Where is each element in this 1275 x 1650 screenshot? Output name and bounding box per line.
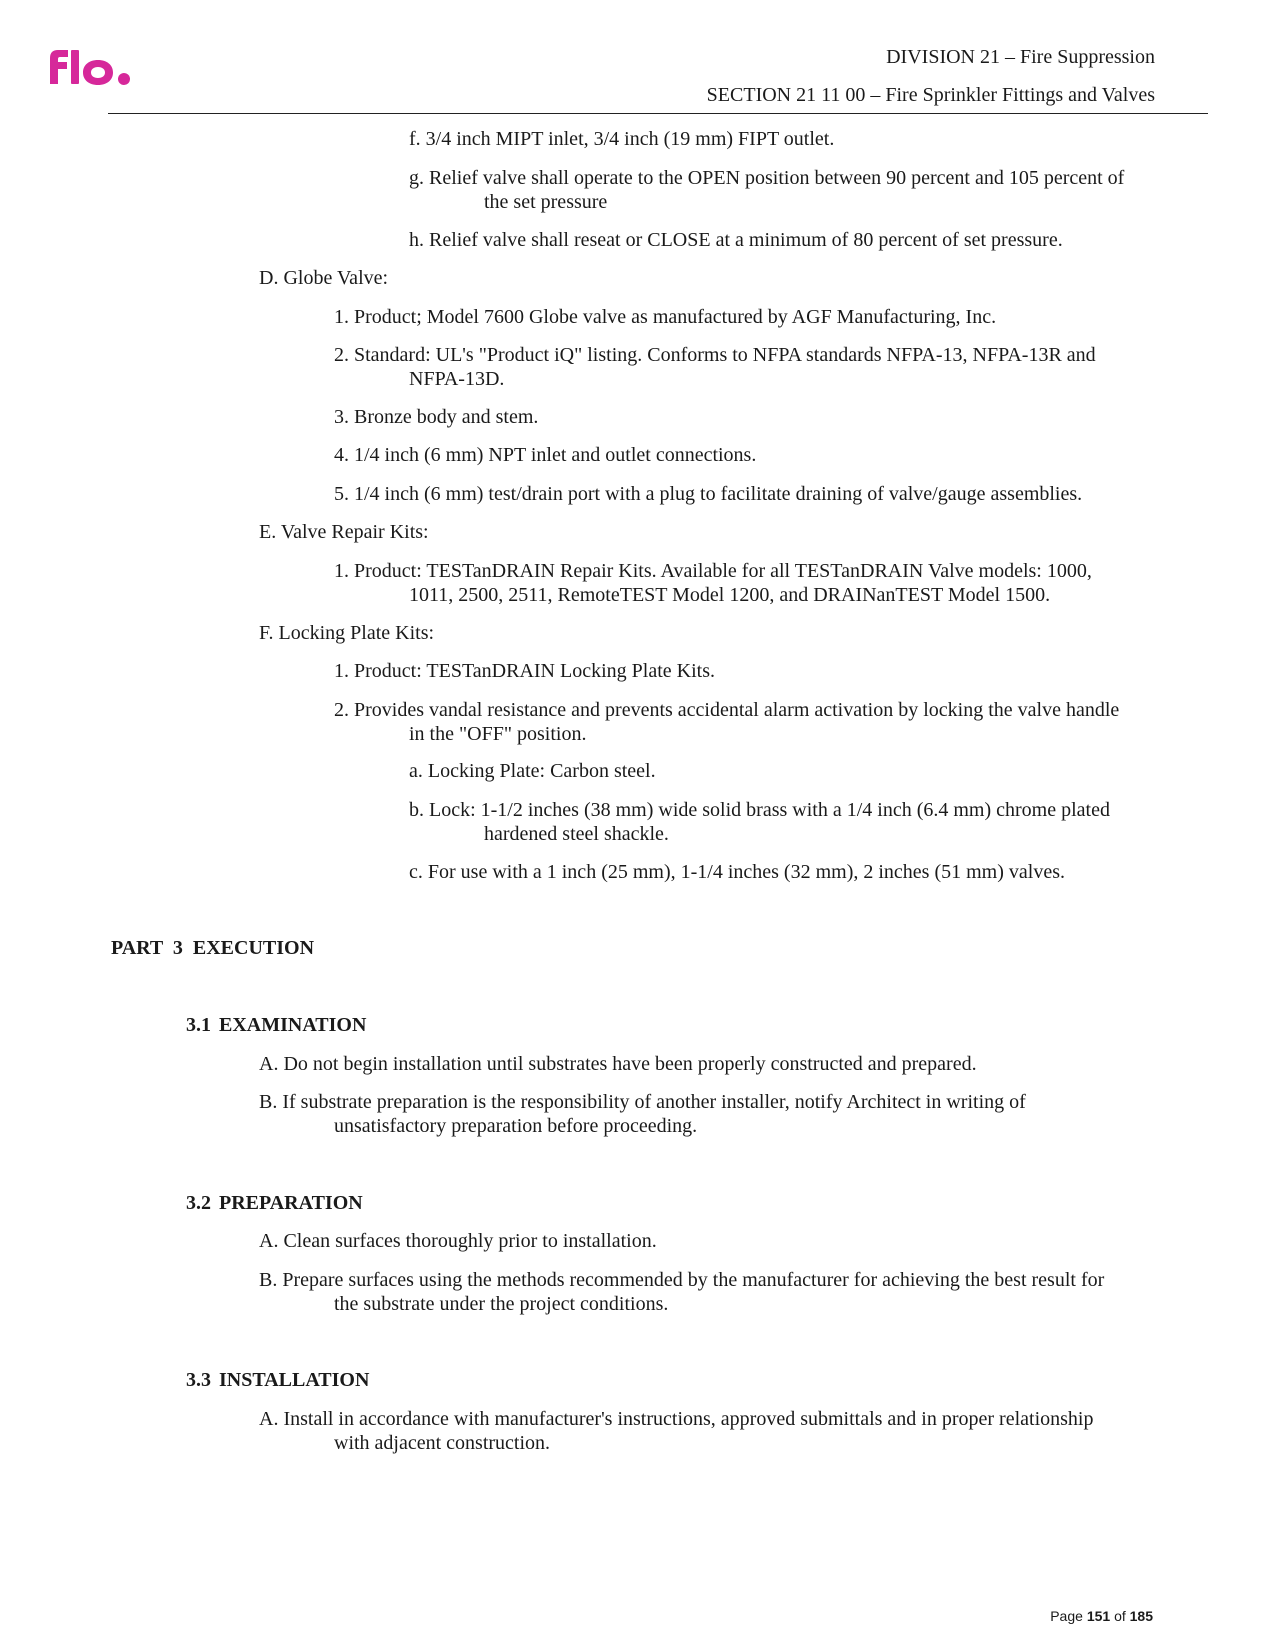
s32-item-b [259, 1268, 1104, 1316]
item-text: D. Globe Valve: [259, 267, 389, 289]
section-title: PREPARATION [219, 1192, 363, 1214]
item-text: f. 3/4 inch MIPT inlet, 3/4 inch (19 mm) FIPT outlet. [409, 128, 835, 150]
item-text: 1. Product: TESTanDRAIN Locking Plate Kits. [334, 660, 715, 682]
item-d-globe-valve [259, 266, 388, 290]
header-divider [108, 113, 1208, 114]
section-3-1-heading [186, 1013, 366, 1037]
item-d2 [334, 343, 1096, 391]
item-text: 2. Standard: UL's "Product iQ" listing. Conforms to NFPA standards NFPA-13, NFPA-13R and [334, 344, 1096, 366]
item-text: g. Relief valve shall operate to the OPEN position between 90 percent and 105 percent of [409, 167, 1125, 189]
item-text: h. Relief valve shall reseat or CLOSE at a minimum of 80 percent of set pressure. [409, 229, 1063, 251]
item-text: c. For use with a 1 inch (25 mm), 1-1/4 inches (32 mm), 2 inches (51 mm) valves. [409, 861, 1065, 883]
item-f2 [334, 698, 1119, 746]
item-text: B. Prepare surfaces using the methods recommended by the manufacturer for achieving the best result for [259, 1269, 1105, 1291]
section-number: 3.1 [186, 1014, 211, 1036]
item-text: A. Clean surfaces thoroughly prior to installation. [259, 1230, 657, 1252]
section-number: 3.2 [186, 1192, 211, 1214]
item-text: B. If substrate preparation is the responsibility of another installer, notify Architect in writing of [259, 1091, 1026, 1113]
item-f1 [334, 659, 715, 683]
item-text: 1. Product: TESTanDRAIN Repair Kits. Available for all TESTanDRAIN Valve models: 1000, [334, 560, 1092, 582]
page-current: 151 [1086, 1608, 1111, 1624]
item-d5 [334, 482, 1082, 506]
item-text-continued: the substrate under the project conditions. [334, 1293, 669, 1315]
item-text: 1. Product; Model 7600 Globe valve as manufactured by AGF Manufacturing, Inc. [334, 306, 997, 328]
item-text: b. Lock: 1-1/2 inches (38 mm) wide solid brass with a 1/4 inch (6.4 mm) chrome plated [409, 799, 1110, 821]
s31-item-a [259, 1052, 977, 1076]
item-text-continued: hardened steel shackle. [484, 823, 669, 845]
item-text-continued: 1011, 2500, 2511, RemoteTEST Model 1200, and DRAINanTEST Model 1500. [409, 584, 1051, 606]
page-total: 185 [1129, 1608, 1153, 1624]
item-text-continued: with adjacent construction. [334, 1432, 551, 1454]
item-text: A. Do not begin installation until substrates have been properly constructed and prepared. [259, 1053, 977, 1075]
s32-item-a [259, 1229, 657, 1253]
item-text: A. Install in accordance with manufacturer's instructions, approved submittals and in proper relationship [259, 1408, 1094, 1430]
item-text: 2. Provides vandal resistance and prevents accidental alarm activation by locking the valve handle [334, 699, 1120, 721]
item-e-repair-kits [259, 520, 429, 544]
s33-item-a [259, 1407, 1093, 1455]
item-f2b [409, 798, 1110, 846]
section-number: 3.3 [186, 1369, 211, 1391]
section-title: EXAMINATION [219, 1014, 367, 1036]
s31-item-b [259, 1090, 1026, 1138]
item-f2c [409, 860, 1065, 884]
page-of: of [1114, 1608, 1126, 1624]
item-f-locking-plate-kits [259, 621, 434, 645]
item-text: 4. 1/4 inch (6 mm) NPT inlet and outlet connections. [334, 444, 757, 466]
part-3-heading: PART 3 EXECUTION [111, 937, 315, 959]
page-number [1050, 1607, 1153, 1625]
section-3-3-heading [186, 1368, 369, 1392]
item-text: a. Locking Plate: Carbon steel. [409, 760, 656, 782]
item-text-continued: the set pressure [484, 191, 608, 213]
item-f [409, 127, 834, 151]
item-text: 5. 1/4 inch (6 mm) test/drain port with a plug to facilitate draining of valve/gauge assemblies. [334, 483, 1083, 505]
item-e1 [334, 559, 1092, 607]
item-h [409, 228, 1063, 252]
item-text-continued: unsatisfactory preparation before proceeding. [334, 1115, 698, 1137]
item-g [409, 166, 1124, 214]
item-text-continued: NFPA-13D. [409, 368, 505, 390]
item-d1 [334, 305, 996, 329]
division-title: DIVISION 21 – Fire Suppression [886, 46, 1155, 68]
item-d3 [334, 405, 538, 429]
flo-logo [46, 44, 146, 90]
page-label: Page [1050, 1608, 1083, 1624]
section-title: INSTALLATION [219, 1369, 370, 1391]
item-text: E. Valve Repair Kits: [259, 521, 429, 543]
item-d4 [334, 443, 756, 467]
item-text-continued: in the "OFF" position. [409, 723, 587, 745]
item-text: F. Locking Plate Kits: [259, 622, 435, 644]
item-f2a [409, 759, 656, 783]
section-3-2-heading [186, 1191, 363, 1215]
section-title: SECTION 21 11 00 – Fire Sprinkler Fittings and Valves [706, 84, 1155, 106]
item-text: 3. Bronze body and stem. [334, 406, 539, 428]
